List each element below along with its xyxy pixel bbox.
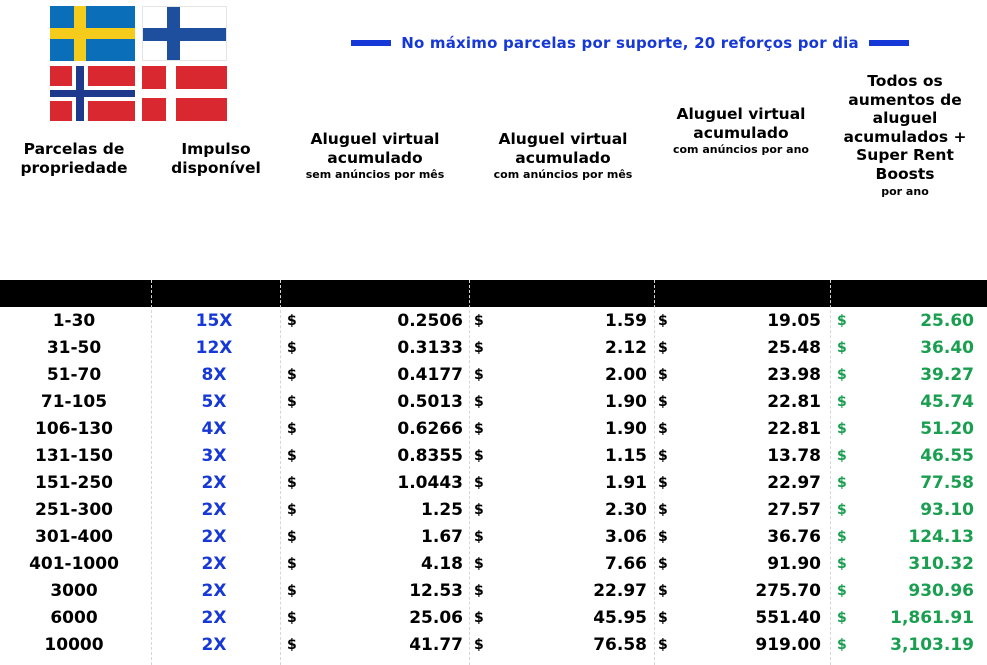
header-divider-band (0, 280, 987, 307)
table-row (0, 551, 987, 578)
year-ads-value: 919.00 (755, 635, 821, 655)
dollar-sign: $ (287, 421, 297, 437)
banner-left-bar (351, 40, 391, 46)
year-total-value: 25.60 (920, 311, 974, 331)
parcel-range: 131-150 (34, 446, 114, 466)
month-no-ads-value: 0.3133 (397, 338, 463, 358)
month-no-ads-value: 0.8355 (397, 446, 463, 466)
dollar-sign: $ (658, 556, 668, 572)
month-ads-value: 2.00 (605, 365, 647, 385)
header-month-ads-label: Aluguel virtual acumulado (498, 130, 628, 167)
header-year-ads (668, 105, 814, 156)
dollar-sign: $ (658, 583, 668, 599)
year-total-value: 93.10 (920, 500, 974, 520)
month-no-ads-value: 0.4177 (397, 365, 463, 385)
header-parcels (5, 140, 143, 177)
dollar-sign: $ (474, 637, 484, 653)
year-ads-value: 22.81 (767, 419, 821, 439)
parcel-range: 6000 (50, 608, 98, 628)
rent-table-body (0, 308, 987, 659)
month-no-ads-value: 1.67 (421, 527, 463, 547)
year-total-value: 45.74 (920, 392, 974, 412)
boost-multiplier: 15X (195, 311, 233, 331)
table-row (0, 308, 987, 335)
year-total-value: 36.40 (920, 338, 974, 358)
table-row (0, 578, 987, 605)
dollar-sign: $ (474, 313, 484, 329)
parcel-range: 3000 (50, 581, 98, 601)
month-ads-value: 1.59 (605, 311, 647, 331)
parcel-range: 1-30 (52, 311, 96, 331)
boost-multiplier: 12X (195, 338, 233, 358)
month-ads-value: 1.15 (605, 446, 647, 466)
year-total-value: 39.27 (920, 365, 974, 385)
boost-multiplier: 2X (201, 500, 227, 520)
month-ads-value: 2.12 (605, 338, 647, 358)
dollar-sign: $ (287, 313, 297, 329)
boost-multiplier: 3X (201, 446, 227, 466)
month-no-ads-value: 0.5013 (397, 392, 463, 412)
dollar-sign: $ (474, 421, 484, 437)
dollar-sign: $ (287, 367, 297, 383)
year-total-value: 3,103.19 (890, 635, 974, 655)
boost-multiplier: 2X (201, 635, 227, 655)
header-month-no-ads-label: Aluguel virtual acumulado (310, 130, 440, 167)
table-row (0, 362, 987, 389)
dollar-sign: $ (287, 448, 297, 464)
header-boost (157, 140, 275, 177)
year-ads-value: 36.76 (767, 527, 821, 547)
year-ads-value: 22.97 (767, 473, 821, 493)
parcel-range: 51-70 (46, 365, 102, 385)
dollar-sign: $ (474, 556, 484, 572)
month-no-ads-value: 41.77 (409, 635, 463, 655)
year-total-value: 1,861.91 (890, 608, 974, 628)
table-row (0, 443, 987, 470)
dollar-sign: $ (658, 475, 668, 491)
month-ads-value: 2.30 (605, 500, 647, 520)
year-total-value: 77.58 (920, 473, 974, 493)
header-month-ads-sub: com anúncios por mês (493, 168, 633, 182)
dollar-sign: $ (837, 556, 847, 572)
year-ads-value: 13.78 (767, 446, 821, 466)
dollar-sign: $ (287, 502, 297, 518)
month-no-ads-value: 0.2506 (397, 311, 463, 331)
header-year-ads-sub: com anúncios por ano (672, 143, 809, 157)
boost-multiplier: 5X (201, 392, 227, 412)
dollar-sign: $ (837, 529, 847, 545)
parcel-range: 106-130 (34, 419, 114, 439)
boost-multiplier: 2X (201, 527, 227, 547)
parcel-range: 71-105 (40, 392, 108, 412)
table-row (0, 632, 987, 659)
month-no-ads-value: 12.53 (409, 581, 463, 601)
dollar-sign: $ (474, 610, 484, 626)
table-row (0, 605, 987, 632)
dollar-sign: $ (658, 421, 668, 437)
table-row (0, 389, 987, 416)
year-ads-value: 27.57 (767, 500, 821, 520)
year-total-value: 930.96 (908, 581, 974, 601)
denmark-flag (142, 66, 227, 121)
dollar-sign: $ (287, 475, 297, 491)
month-no-ads-value: 1.0443 (397, 473, 463, 493)
parcel-range: 251-300 (34, 500, 114, 520)
dollar-sign: $ (837, 394, 847, 410)
header-year-total-sub: por ano (881, 184, 929, 198)
parcel-range: 151-250 (34, 473, 114, 493)
dollar-sign: $ (474, 367, 484, 383)
dollar-sign: $ (837, 421, 847, 437)
dollar-sign: $ (837, 502, 847, 518)
banner-right-bar (869, 40, 909, 46)
table-row (0, 335, 987, 362)
year-total-value: 310.32 (908, 554, 974, 574)
sweden-flag (50, 6, 135, 61)
month-no-ads-value: 25.06 (409, 608, 463, 628)
dollar-sign: $ (287, 394, 297, 410)
month-ads-value: 7.66 (605, 554, 647, 574)
year-ads-value: 22.81 (767, 392, 821, 412)
month-ads-value: 1.90 (605, 419, 647, 439)
month-ads-value: 1.90 (605, 392, 647, 412)
dollar-sign: $ (658, 367, 668, 383)
dollar-sign: $ (287, 610, 297, 626)
parcel-range: 31-50 (46, 338, 102, 358)
table-row (0, 524, 987, 551)
dollar-sign: $ (837, 313, 847, 329)
dollar-sign: $ (837, 475, 847, 491)
dollar-sign: $ (658, 637, 668, 653)
boost-multiplier: 4X (201, 419, 227, 439)
month-no-ads-value: 1.25 (421, 500, 463, 520)
dollar-sign: $ (474, 448, 484, 464)
year-ads-value: 23.98 (767, 365, 821, 385)
dollar-sign: $ (287, 583, 297, 599)
year-ads-value: 91.90 (767, 554, 821, 574)
banner (298, 31, 962, 55)
dollar-sign: $ (474, 475, 484, 491)
dollar-sign: $ (658, 448, 668, 464)
month-ads-value: 3.06 (605, 527, 647, 547)
dollar-sign: $ (658, 394, 668, 410)
year-ads-value: 551.40 (755, 608, 821, 628)
dollar-sign: $ (837, 367, 847, 383)
dollar-sign: $ (287, 529, 297, 545)
header-month-no-ads (285, 130, 465, 181)
table-row (0, 416, 987, 443)
dollar-sign: $ (474, 529, 484, 545)
year-total-value: 124.13 (908, 527, 974, 547)
month-ads-value: 22.97 (593, 581, 647, 601)
boost-multiplier: 2X (201, 581, 227, 601)
header-month-no-ads-sub: sem anúncios por mês (305, 168, 445, 182)
boost-multiplier: 8X (201, 365, 227, 385)
month-ads-value: 1.91 (605, 473, 647, 493)
dollar-sign: $ (474, 502, 484, 518)
parcel-range: 401-1000 (29, 554, 119, 574)
dollar-sign: $ (658, 529, 668, 545)
table-row (0, 470, 987, 497)
dollar-sign: $ (658, 340, 668, 356)
dollar-sign: $ (658, 313, 668, 329)
year-total-value: 46.55 (920, 446, 974, 466)
parcel-range: 301-400 (34, 527, 114, 547)
year-ads-value: 275.70 (755, 581, 821, 601)
dollar-sign: $ (658, 610, 668, 626)
boost-multiplier: 2X (201, 473, 227, 493)
header-year-total (830, 72, 980, 198)
month-ads-value: 45.95 (593, 608, 647, 628)
dollar-sign: $ (474, 340, 484, 356)
dollar-sign: $ (474, 583, 484, 599)
dollar-sign: $ (837, 610, 847, 626)
dollar-sign: $ (837, 448, 847, 464)
year-total-value: 51.20 (920, 419, 974, 439)
header-parcels-label: Parcelas de propriedade (20, 140, 128, 177)
dollar-sign: $ (658, 502, 668, 518)
year-ads-value: 25.48 (767, 338, 821, 358)
dollar-sign: $ (837, 637, 847, 653)
month-no-ads-value: 0.6266 (397, 419, 463, 439)
finland-flag (142, 6, 227, 61)
header-month-ads (474, 130, 652, 181)
norway-flag (50, 66, 135, 121)
header-year-ads-label: Aluguel virtual acumulado (676, 105, 806, 142)
header-year-total-label: Todos os aumentos de aluguel acumulados + Super Rent Boosts (843, 72, 967, 183)
banner-text: No máximo parcelas por suporte, 20 reforços por dia (401, 34, 859, 52)
dollar-sign: $ (474, 394, 484, 410)
dollar-sign: $ (837, 583, 847, 599)
dollar-sign: $ (287, 556, 297, 572)
table-row (0, 497, 987, 524)
dollar-sign: $ (287, 340, 297, 356)
boost-multiplier: 2X (201, 608, 227, 628)
boost-multiplier: 2X (201, 554, 227, 574)
dollar-sign: $ (287, 637, 297, 653)
header-boost-label: Impulso disponível (171, 140, 261, 177)
month-ads-value: 76.58 (593, 635, 647, 655)
year-ads-value: 19.05 (767, 311, 821, 331)
dollar-sign: $ (837, 340, 847, 356)
month-no-ads-value: 4.18 (421, 554, 463, 574)
parcel-range: 10000 (44, 635, 104, 655)
